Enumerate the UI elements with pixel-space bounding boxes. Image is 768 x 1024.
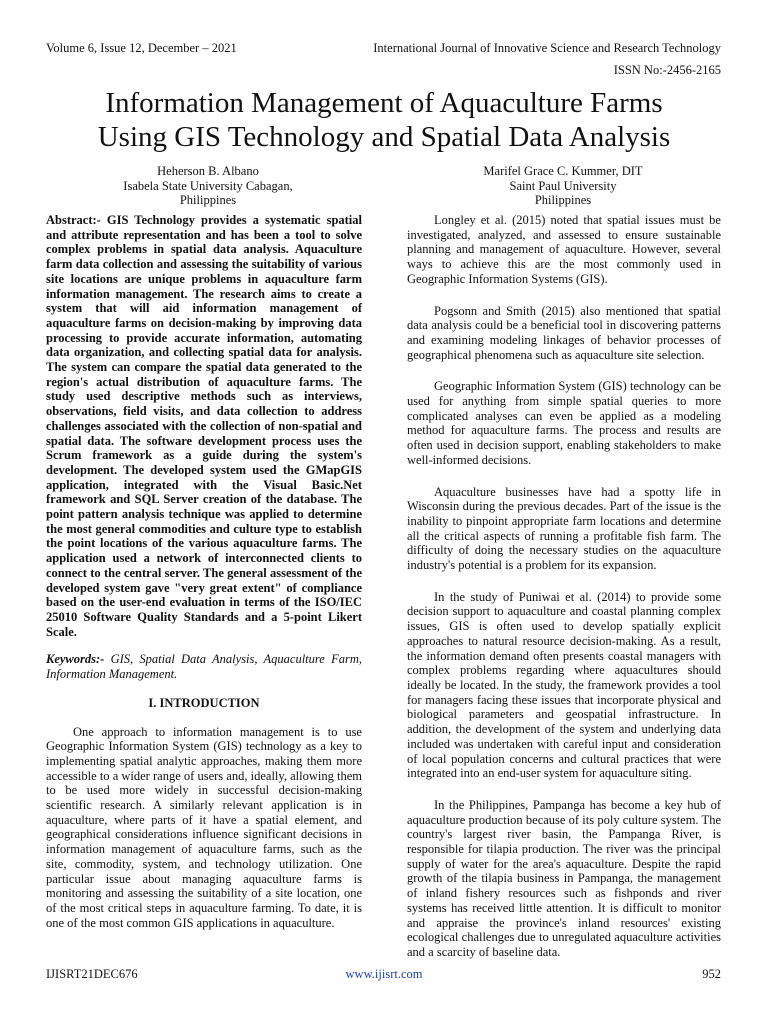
body-paragraph-4: Aquaculture businesses have had a spotty life in Wisconsin during the previous decades. Part of the issue is the inability to pinpoint appropriate farm locations and determine all the critical aspects of running a profitable fish farm. The difficulty of doing the necessary studies on the aquaculture industry's potential is a problem for its expansion. <box>407 484 721 573</box>
running-header-volume: Volume 6, Issue 12, December – 2021 <box>46 41 237 55</box>
issn-number: ISSN No:-2456-2165 <box>613 63 721 77</box>
body-paragraph-3: Geographic Information System (GIS) technology can be used for anything from simple spatial queries to more complicated analyses can even be applied as a modeling method for aquaculture farms. The process and results are often used in decision support, enabling stakeholders to make well-informed decisions. <box>407 379 721 467</box>
author-block-2 <box>413 164 713 208</box>
author-affiliation: Saint Paul University <box>509 178 617 193</box>
footer-website-link[interactable]: www.ijisrt.com <box>345 967 423 981</box>
footer-paper-id: IJISRT21DEC676 <box>46 967 138 981</box>
introduction-paragraph: One approach to information management is to use Geographic Information System (GIS) technology as a key to implementing spatial analytic approaches, making them more accessible to a wider range of users and, ideally, allowing them to be used more widely in successful decision-making scientific research. A similarly relevant application is in aquaculture, where parts of it have a spatial element, and geographical considerations influence significant decisions in information management of aquaculture farms, such as the site, commodity, system, and technology utilization. One particular issue about managing aquaculture farms is monitoring and assessing the suitability of a site location, one of the most critical steps in aquaculture farming. To date, it is one of the most common GIS applications in aquaculture. <box>46 724 362 930</box>
paper-title <box>0 86 768 154</box>
left-column <box>46 213 362 947</box>
author-country: Philippines <box>534 193 592 207</box>
running-header-journal: International Journal of Innovative Science and Research Technology <box>373 41 721 55</box>
keywords-text: GIS, Spatial Data Analysis, Aquaculture Farm, Information Management. <box>46 652 362 682</box>
author-name: Marifel Grace C. Kummer, DIT <box>483 164 643 178</box>
body-paragraph-5: In the study of Puniwai et al. (2014) to provide some decision support to aquaculture and coastal planning complex issues, GIS is often used to develop spatially explicit approaches to natural resource decision-making. As a result, the information demand often presents coastal managers with complex problems regarding where aquacultures should ideally be located. In the study, the framework provides a tool for managers facing these issues that incorporate physical and biological parameters and geospatial infrastructure. In addition, the development of the system and underlying data included was undertaken with careful input and consideration of local population concerns and cultural practices that were integrated into an end-user system for aquaculture siting. <box>407 589 721 781</box>
body-paragraph-1: Longley et al. (2015) noted that spatial issues must be investigated, analyzed, and assessed to ensure sustainable planning and management of aquaculture. However, several ways to achieve this are the most commonly used in Geographic Information Systems (GIS). <box>407 213 721 286</box>
right-column <box>407 213 721 977</box>
author-name: Heherson B. Albano <box>157 164 259 178</box>
author-affiliation: Isabela State University Cabagan, <box>123 178 293 193</box>
abstract-paragraph: Abstract:- GIS Technology provides a systematic spatial and attribute representation and has been a tool to solve complex problems in spatial data analysis. Aquaculture farm data collection and assessing the suitability of various site locations are unique problems in aquaculture farm information management. The research aims to create a system that will aid information management of aquaculture farms on decision-making by improving data processing to provide accurate information, automating data organization, and collecting spatial data for analysis. The system can compare the spatial data generated to the region's actual distribution of aquaculture farms. The study used descriptive methods such as interviews, observations, field visits, and data collection to address challenges associated with the collection of non-spatial and spatial data. The software development process uses the Scrum framework as a guide during the system's development. The developed system used the GMapGIS application, integrated with the Visual Basic.Net framework and SQL Server creation of the database. The point pattern analysis technique was applied to determine the most general commodities and culture type to establish the point locations of the various aquaculture farms. The application used a network of interconnected clients to connect to the central server. The general assessment of the developed system gave "very great extent" of compliance based on the user-end evaluation in terms of the ISO/IEC 25010 Software Quality Standards and a 5-point Likert Scale. <box>46 213 362 639</box>
section-heading-introduction: I. INTRODUCTION <box>148 695 260 710</box>
author-block-1 <box>58 164 358 208</box>
body-paragraph-6: In the Philippines, Pampanga has become a key hub of aquaculture production because of its poly culture system. The country's largest river basin, the Pampanga River, is responsible for tilapia production. The river was the principal supply of water for the area's aquaculture. Despite the rapid growth of the tilapia business in Pampanga, the management of inland fishery resources such as fishponds and river systems has received little attention. It is difficult to monitor and appraise the province's inland resources' existing ecological challenges due to unregulated aquaculture activities and a scarcity of baseline data. <box>407 797 721 959</box>
paper-title-line-1: Information Management of Aquaculture Farms <box>105 87 663 119</box>
keywords-paragraph <box>46 652 362 681</box>
body-paragraph-2: Pogsonn and Smith (2015) also mentioned that spatial data analysis could be a beneficial tool in discovering patterns and examining modeling linkages of behavior processes of geographical phenomena such as aquaculture site selection. <box>407 303 721 362</box>
paper-title-line-2: Using GIS Technology and Spatial Data Analysis <box>97 121 671 153</box>
keywords-label: Keywords:- <box>46 652 105 667</box>
footer-page-number: 952 <box>702 967 721 981</box>
author-country: Philippines <box>179 193 237 207</box>
